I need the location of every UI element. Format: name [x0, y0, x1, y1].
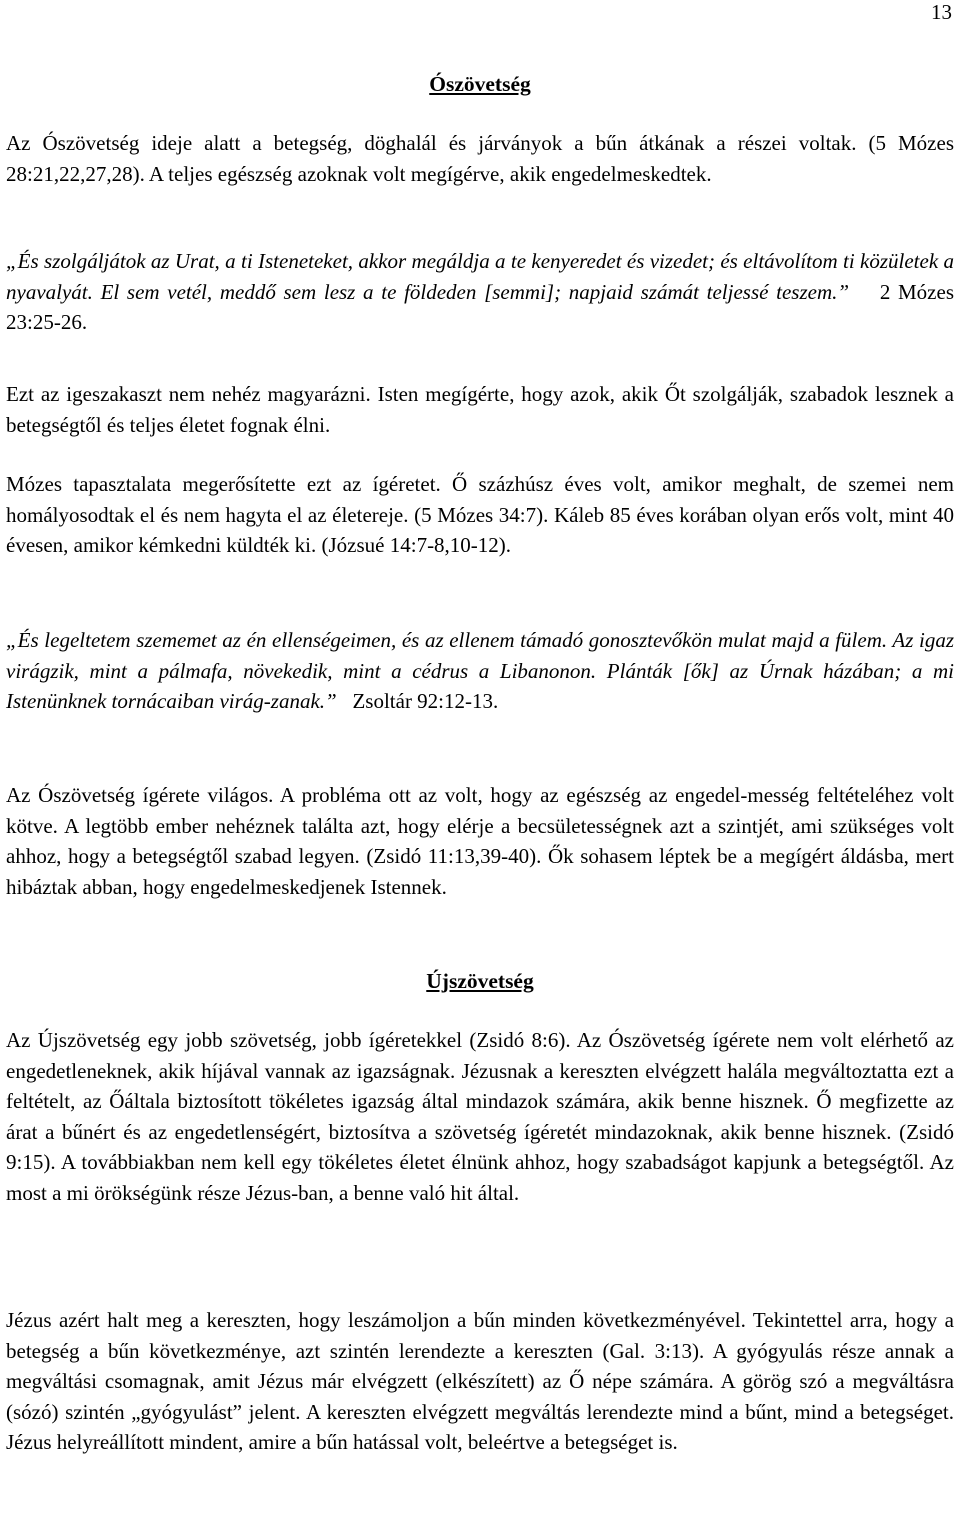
- paragraph: Az Ószövetség ígérete világos. A probléma ott az volt, hogy az egészség az engedel-messég feltételéhez volt kötve. A legtöbb ember nehéznek találta azt, hogy elérje a becsületességnek azt a szintjét, ami szükséges volt ahhoz, hogy a betegségtől szabad legyen. (Zsidó 11:13,39-40). Ők sohasem léptek be a megígért áldásba, mert hibáztak abban, hogy engedelmeskedjenek Istennek.: [6, 783, 954, 899]
- section-heading-oszovetseg: Ószövetség: [429, 72, 531, 96]
- paragraph: Mózes tapasztalata megerősítette ezt az ígéretet. Ő százhúsz éves volt, amikor meghalt, de szemei nem homályosodtak el és nem hagyta el az életereje. (5 Mózes 34:7). Káleb 85 éves korában olyan erős volt, mint 40 évesen, amikor kémkedni küldték ki. (Józsué 14:7-8,10-12).: [6, 472, 954, 557]
- paragraph: Jézus azért halt meg a kereszten, hogy leszámoljon a bűn minden következményével. Tekintettel arra, hogy a betegség a bűn következménye, azt szintén lerendezte a kereszten (Gal. 3:13). A gyógyulás része annak a megváltási csomagnak, amit Jézus már elvégzett (elkészített) az Ő népe számára. A görög szó a megváltásra (sózó) szintén „gyógyulást” jelent. A kereszten elvégzett megváltás lerendezte mind a bűnt, mind a betegséget. Jézus helyreállított mindent, amire a bűn hatással volt, beleértve a betegséget is.: [6, 1308, 954, 1454]
- scripture-quote: [6, 246, 954, 338]
- section-heading-ujszovetseg: Újszövetség: [426, 969, 534, 993]
- quote-text: „És szolgáljátok az Urat, a ti Isteneteket, akkor megáldja a te kenyeredet és vizedet; és eltávolítom ti közületek a nyavalyát. El sem vetél, meddő sem lesz a te földeden [semmi]; napjaid számát teljessé teszem.”: [6, 249, 954, 304]
- scripture-quote: [6, 625, 954, 717]
- paragraph: Az Újszövetség egy jobb szövetség, jobb ígéretekkel (Zsidó 8:6). Az Ószövetség ígérete nem volt elérhető az engedetleneknek, akik híjával vannak az igazságnak. Jézusnak a kereszten elvégzett halála megváltoztatta ezt a feltételt, az Őáltala biztosított tökéletes igazság által mindazok számára, akik benne hisznek. Ő megfizette az árat a bűnért és az engedetlenségért, biztosítva a szövetség ígéretét mindazoknak, akik benne hisznek. (Zsidó 9:15). A továbbiakban nem kell egy tökéletes életet élnünk ahhoz, hogy szabadságot kapjunk a betegségtől. Az most a mi örökségünk része Jézus-ban, a benne való hit által.: [6, 1028, 954, 1205]
- quote-reference: Zsoltár 92:12-13.: [352, 689, 499, 713]
- quote-reference: 2 Mózes 23:25-26.: [6, 279, 954, 334]
- paragraph: Az Ószövetség ideje alatt a betegség, döghalál és járványok a bűn átkának a részei voltak. (5 Mózes 28:21,22,27,28). A teljes egészség azoknak volt megígérve, akik engedelmeskedtek.: [6, 131, 954, 186]
- paragraph: Ezt az igeszakaszt nem nehéz magyarázni. Isten megígérte, hogy azok, akik Őt szolgálják, szabadok lesznek a betegségtől és teljes életet fognak élni.: [6, 382, 954, 437]
- quote-text: „És legeltetem szememet az én ellenségeimen, és az ellenem támadó gonosztevőkön mulat majd a fülem. Az igaz virágzik, mint a pálmafa, növekedik, mint a cédrus a Libanonon. Plánták [ők] az Úrnak házában; a mi Istenünknek tornácaiban virág-zanak.”: [6, 628, 954, 713]
- page-number: 13: [931, 0, 952, 24]
